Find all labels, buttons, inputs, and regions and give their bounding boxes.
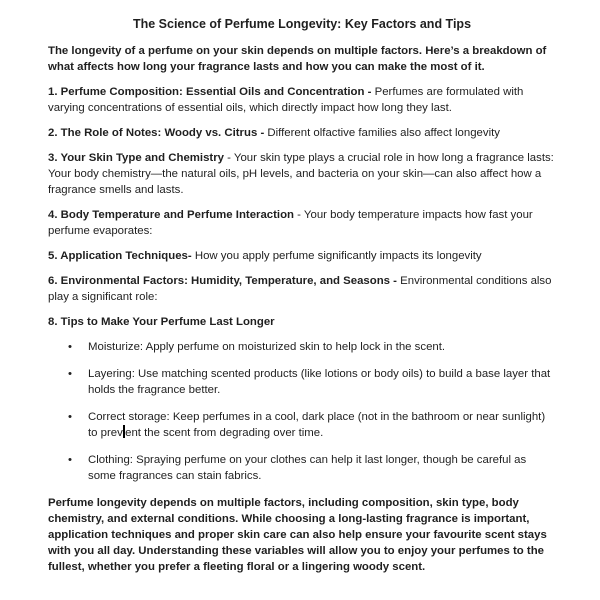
section-3-heading: 3. Your Skin Type and Chemistry: [48, 152, 224, 164]
bullet-icon: •: [68, 341, 72, 353]
list-item-layering[interactable]: [48, 366, 556, 398]
bullet-icon: •: [68, 454, 72, 466]
section-paragraph-1[interactable]: [48, 84, 556, 116]
bullet-text-before-cursor: Correct storage: Keep perfumes in a cool, dark place (not in the bathroom or near sunlight) to prev: [88, 411, 546, 439]
intro-paragraph[interactable]: The longevity of a perfume on your skin depends on multiple factors. Here’s a breakdown of what affects how long your fragrance lasts and how you can make the most of it.: [48, 45, 547, 73]
section-paragraph-2[interactable]: [48, 125, 556, 141]
bullet-text: Layering: Use matching scented products (like lotions or body oils) to build a base layer that holds the fragrance better.: [88, 368, 551, 396]
bullet-text: Clothing: Spraying perfume on your clothes can help it last longer, though be careful as some fragrances can stain fabrics.: [88, 454, 527, 482]
tips-heading[interactable]: 8. Tips to Make Your Perfume Last Longer: [48, 316, 275, 328]
section-paragraph-4[interactable]: [48, 207, 556, 239]
bullet-text: Moisturize: Apply perfume on moisturized skin to help lock in the scent.: [88, 341, 446, 353]
section-1-heading: 1. Perfume Composition: Essential Oils and Concentration -: [48, 86, 375, 98]
section-paragraph-3[interactable]: [48, 150, 556, 198]
section-6-heading: 6. Environmental Factors: Humidity, Temperature, and Seasons -: [48, 275, 401, 287]
bullet-icon: •: [68, 411, 72, 423]
document-content: [48, 16, 556, 575]
section-4-body: - Your body temperature impacts how fast your perfume evaporates:: [48, 209, 533, 237]
section-1-body: Perfumes are formulated with varying concentrations of essential oils, which directly impact how long they last.: [48, 86, 524, 114]
section-5-heading: 5. Application Techniques-: [48, 250, 192, 262]
document-title[interactable]: The Science of Perfume Longevity: Key Factors and Tips: [132, 17, 472, 31]
section-2-heading: 2. The Role of Notes: Woody vs. Citrus -: [48, 127, 268, 139]
section-paragraph-5[interactable]: [48, 248, 556, 264]
bullet-icon: •: [68, 368, 72, 380]
section-4-heading: 4. Body Temperature and Perfume Interaction: [48, 209, 295, 221]
list-item-clothing[interactable]: [48, 452, 556, 484]
list-item-correct-storage[interactable]: [48, 409, 556, 441]
bullet-list: [48, 339, 556, 484]
bullet-text-after-cursor: ent the scent from degrading over time.: [125, 427, 324, 439]
list-item-moisturize[interactable]: [48, 339, 556, 355]
section-2-body: Different olfactive families also affect longevity: [267, 127, 500, 139]
section-5-body: How you apply perfume significantly impacts its longevity: [191, 250, 482, 262]
section-paragraph-6[interactable]: [48, 273, 556, 305]
conclusion-paragraph[interactable]: Perfume longevity depends on multiple factors, including composition, skin type, body chemistry, and external conditions. While choosing a long-lasting fragrance is important, application techniques and proper skin care can also help ensure your favourite scent stays with you all day. Understanding these variables will allow you to enjoy your perfumes to the fullest, whether you prefer a fleeting floral or a lingering woody scent.: [48, 497, 547, 573]
section-3-body: - Your skin type plays a crucial role in how long a fragrance lasts: Your body chemistry—the natural oils, pH levels, and bacteria on your skin—can also affect how a fragrance smells and lasts.: [48, 152, 554, 196]
section-6-body: Environmental conditions also play a significant role:: [48, 275, 552, 303]
bullet-text: [88, 411, 545, 439]
